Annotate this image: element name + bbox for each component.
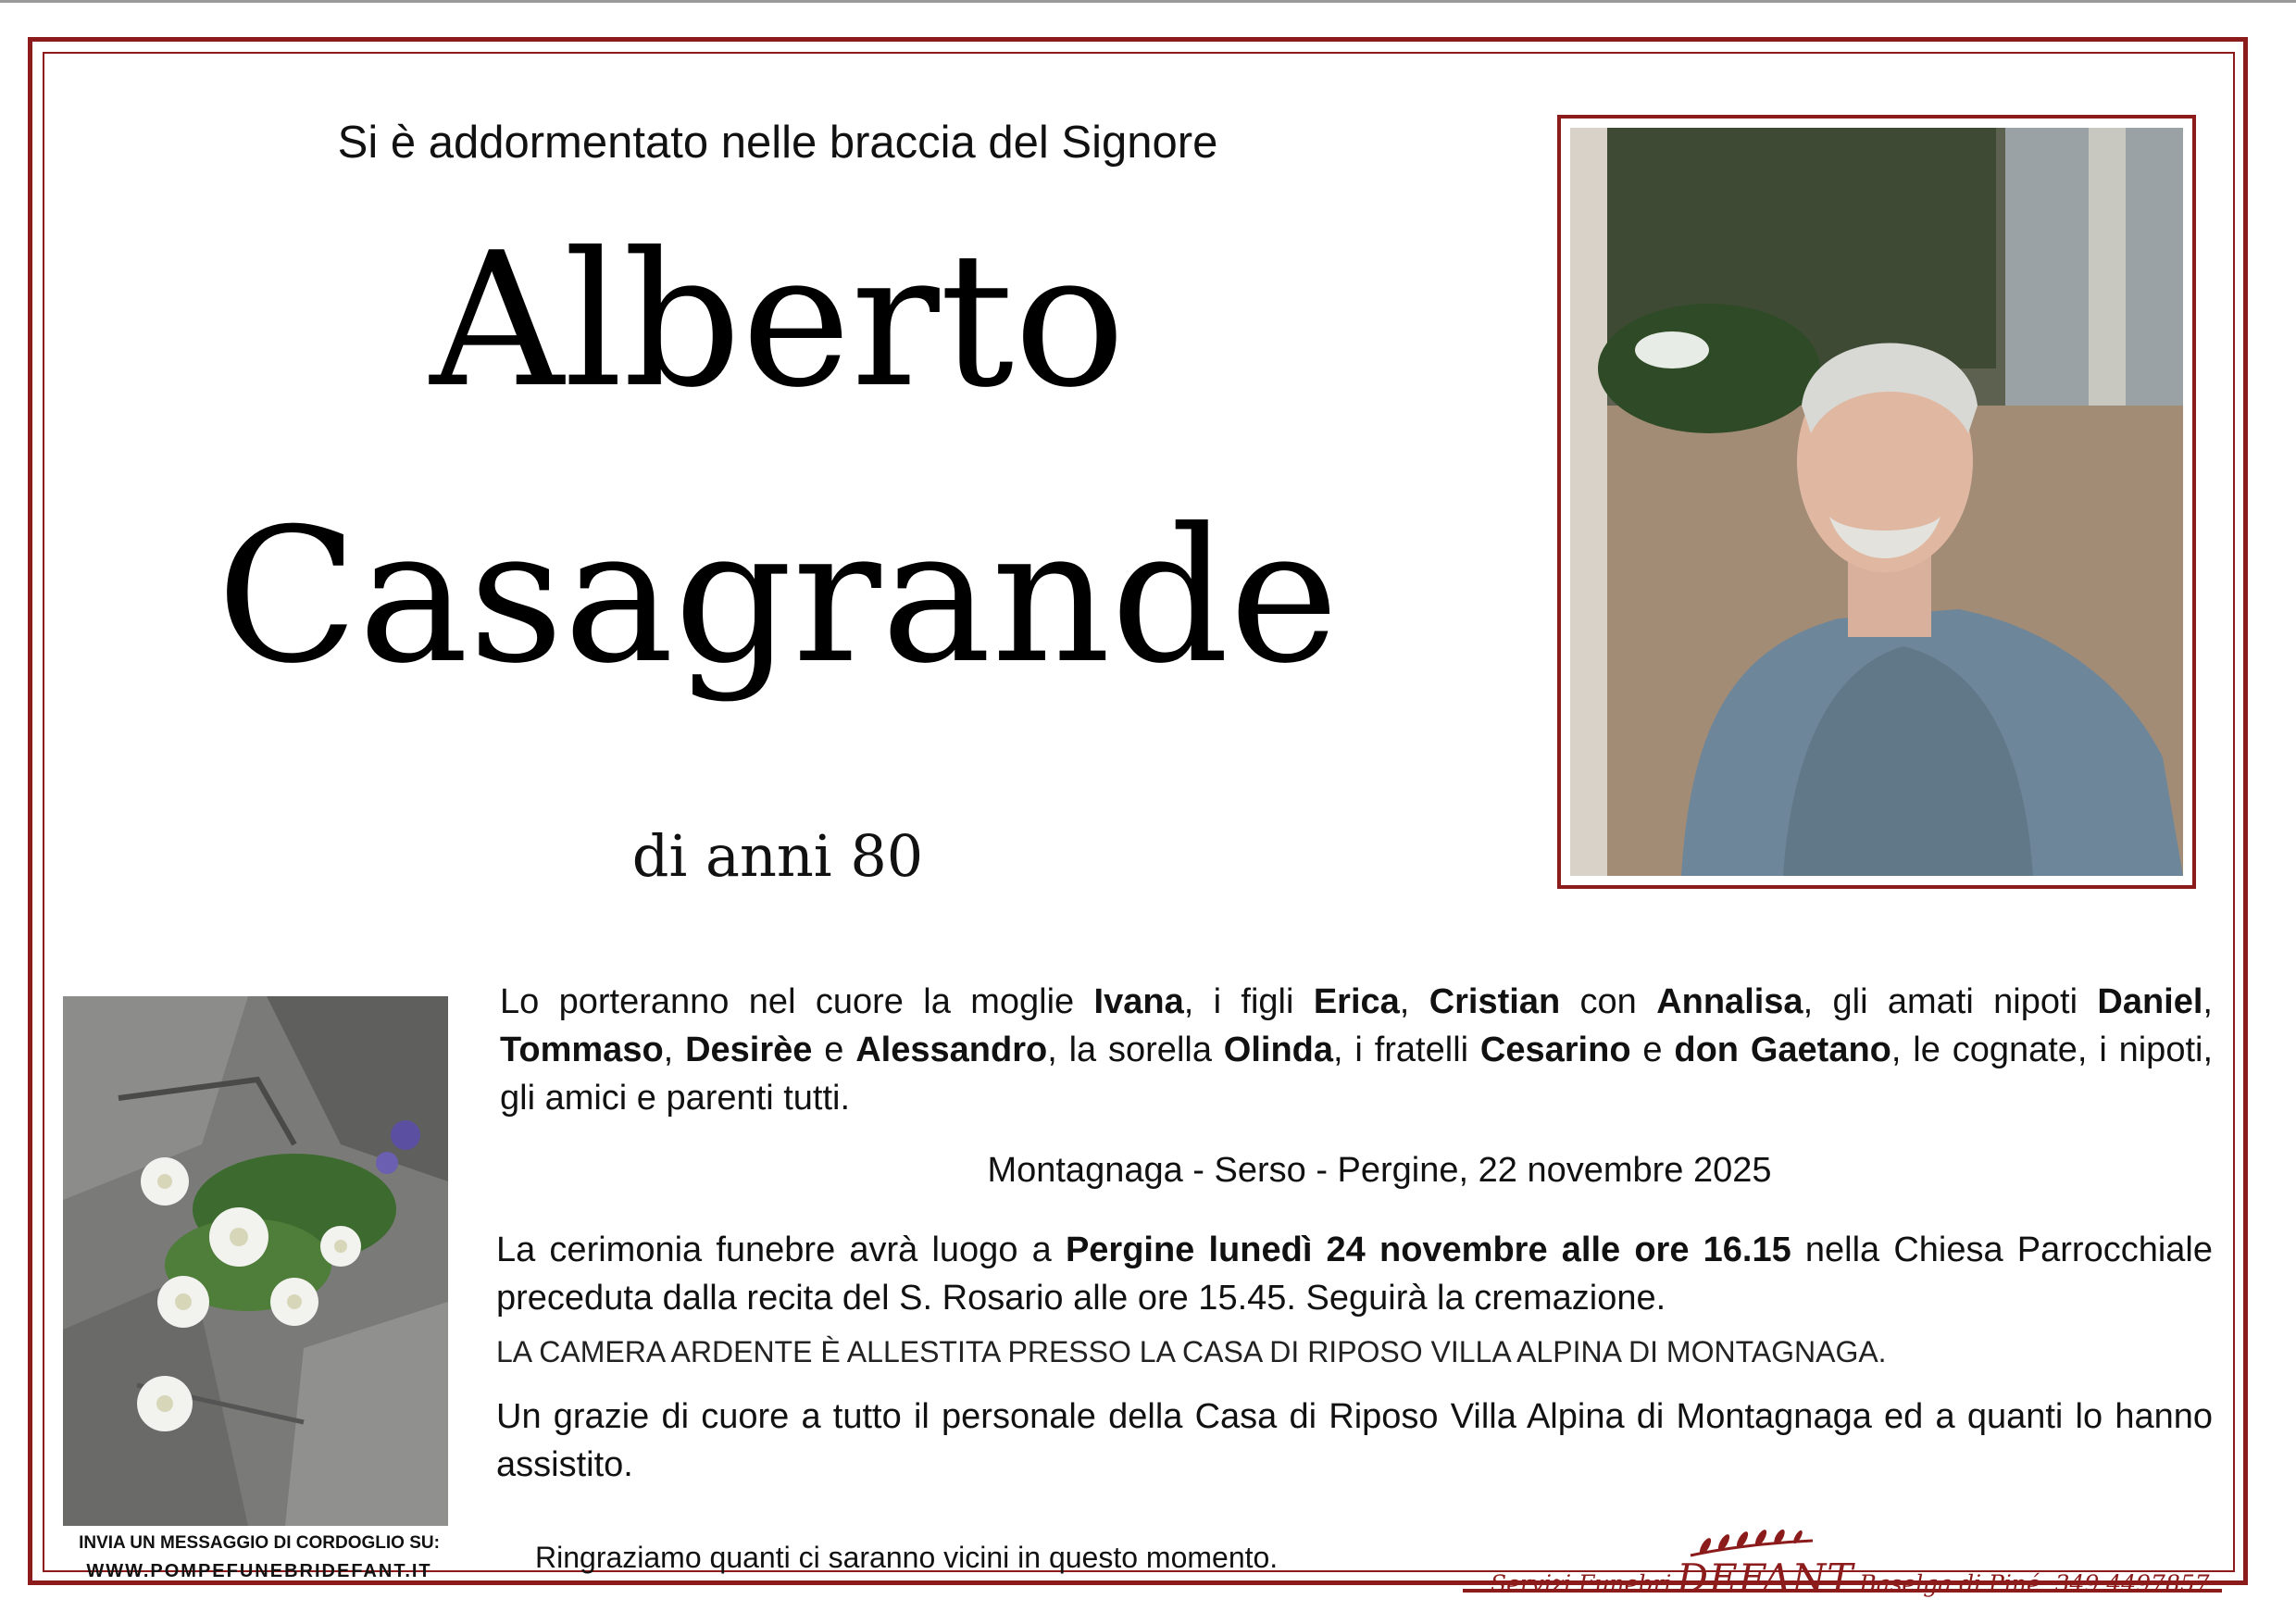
brand-name: DEFANT: [1677, 1555, 1854, 1601]
place-date: Montagnaga - Serso - Pergine, 22 novembre 2025: [987, 1151, 1772, 1190]
announcement-paragraph: Lo porteranno nel cuore la moglie Ivana, i figli Erica, Cristian con Annalisa, gli amati nipoti Daniel, Tommaso, Desirèe e Alessandro, la sorella Olinda, i fratelli Cesarino e don Gaetano, le cognate, i nipoti, gli amici e parenti tutti.: [500, 982, 2214, 1118]
top-rule: [0, 0, 2296, 3]
grandchild-name: Desirèe: [685, 1031, 813, 1069]
thanks-staff-paragraph: Un grazie di cuore a tutto il personale della Casa di Riposo Villa Alpina di Montagnaga ed a quanti lo hanno assistito.: [496, 1397, 2213, 1484]
edelweiss-photo: [63, 996, 448, 1526]
ceremony-paragraph: La cerimonia funebre avrà luogo a Pergine lunedì 24 novembre alle ore 16.15 nella Chiesa Parrocchiale preceduta dalla recita del S. Rosario alle ore 15.45. Seguirà la cremazione.: [496, 1230, 2214, 1318]
wife-name: Ivana: [1093, 982, 1184, 1021]
brother-name: Cesarino: [1479, 1031, 1631, 1069]
condolence-label: INVIA UN MESSAGGIO DI CORDOGLIO SU:: [79, 1533, 440, 1553]
brother-name: don Gaetano: [1674, 1031, 1891, 1069]
child-name: Cristian: [1429, 982, 1561, 1021]
condolence-box: [37, 1530, 481, 1585]
sister-name: Olinda: [1223, 1031, 1334, 1069]
grandchild-name: Daniel: [2097, 982, 2203, 1021]
intro-line: Si è addormentato nelle braccia del Signore: [337, 118, 1218, 168]
grandchild-name: Tommaso: [500, 1031, 664, 1069]
phone-number: 349 4497857: [2054, 1570, 2210, 1597]
camera-ardente-notice: LA CAMERA ARDENTE È ALLESTITA PRESSO LA CASA DI RIPOSO VILLA ALPINA DI MONTAGNAGA.: [496, 1335, 1887, 1368]
deceased-last-name: Casagrande: [216, 489, 1340, 705]
closing-thanks: Ringraziamo quanti ci saranno vicini in questo momento.: [535, 1541, 1279, 1574]
condolence-url[interactable]: WWW.POMPEFUNEBRIDEFANT.IT: [86, 1561, 432, 1581]
funeral-home-signature: Servizi Funebri DEFANT Baselga di Piné 349 4497857: [1491, 1555, 2210, 1601]
ceremony-details: Pergine lunedì 24 novembre alle ore 16.15: [1065, 1230, 1791, 1269]
portrait-photo: [1570, 128, 2183, 876]
deceased-first-name: Alberto: [430, 213, 1126, 429]
partner-name: Annalisa: [1656, 982, 1803, 1021]
grandchild-name: Alessandro: [855, 1031, 1048, 1069]
child-name: Erica: [1313, 982, 1400, 1021]
deceased-age: di anni 80: [631, 822, 924, 890]
